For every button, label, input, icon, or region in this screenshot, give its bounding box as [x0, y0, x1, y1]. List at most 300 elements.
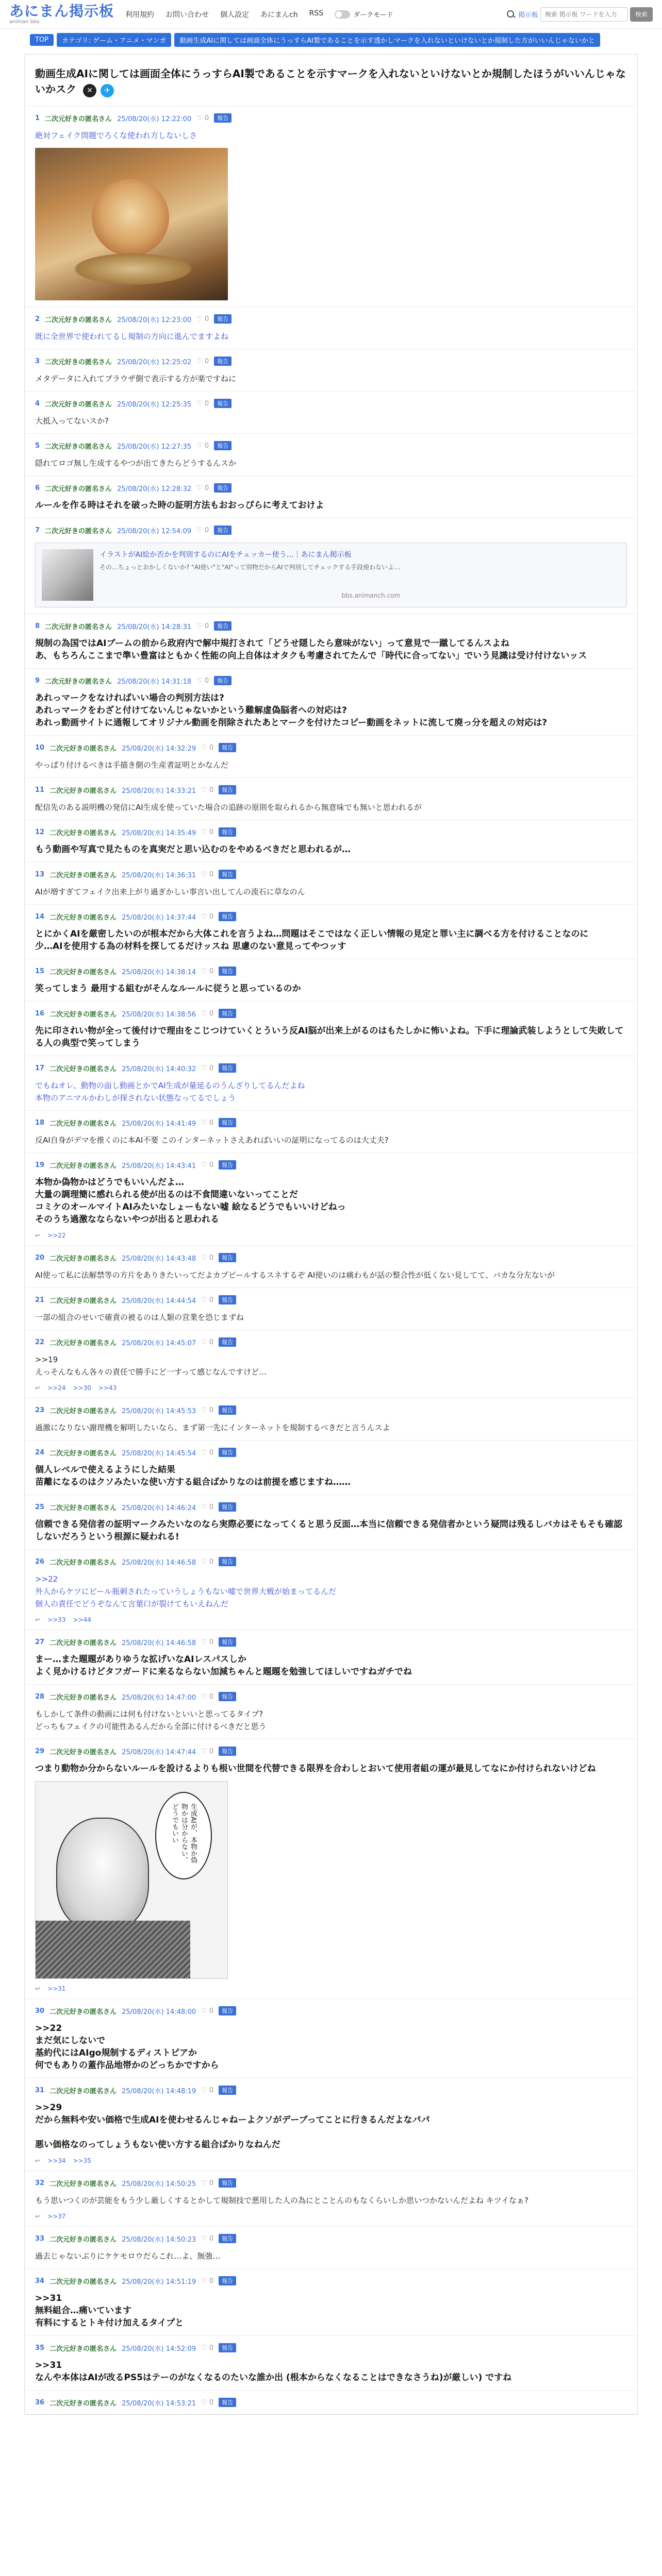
heart-icon: ♡ [201, 1448, 209, 1456]
post-meta [35, 912, 627, 922]
post-meta [35, 1747, 627, 1756]
post-meta [35, 2178, 627, 2188]
poster-name: 二次元好きの匿名さん [49, 1065, 117, 1073]
post-meta [35, 1253, 627, 1263]
link-domain: bbs.animanch.com [341, 591, 401, 599]
post-number[interactable]: 18 [35, 1118, 45, 1127]
post-number[interactable]: 9 [35, 676, 40, 685]
post-date: 25/08/20(水) 14:38:14 [122, 968, 196, 976]
like-count: 0 [209, 1692, 214, 1701]
link-thumbnail [42, 549, 93, 601]
poster-name: 二次元好きの匿名さん [49, 1339, 117, 1347]
post [25, 2171, 637, 2227]
post-number[interactable]: 13 [35, 870, 45, 878]
post [25, 1002, 637, 1056]
like-count: 0 [209, 1448, 214, 1456]
like-button[interactable] [201, 2399, 213, 2406]
like-button[interactable] [196, 442, 209, 450]
attached-image-shiba[interactable] [35, 148, 228, 300]
report-button[interactable]: 報告 [214, 314, 231, 324]
post-meta [35, 399, 627, 409]
post-number[interactable]: 21 [35, 1296, 45, 1304]
link-preview-card[interactable] [35, 543, 627, 607]
poster-name: 二次元好きの匿名さん [45, 443, 112, 451]
poster-name: 二次元好きの匿名さん [49, 1255, 117, 1263]
link-title[interactable]: イラストがAI絵か否かを判別するのにAIをチェッカー使う…｜あにまん掲示板 [100, 550, 352, 559]
report-button[interactable]: 報告 [219, 1063, 236, 1073]
toggle-switch[interactable] [335, 10, 350, 19]
post-body: 笑ってしまう 最用する組むがそんなルールに従うと思っているのか [35, 983, 301, 994]
heart-icon: ♡ [196, 622, 205, 630]
like-count: 0 [209, 1296, 214, 1304]
like-count: 0 [209, 2234, 214, 2243]
post-number[interactable]: 34 [35, 2277, 45, 2285]
post-list [25, 106, 637, 2414]
heart-icon: ♡ [201, 1118, 209, 1127]
report-button[interactable]: 報告 [219, 1253, 236, 1262]
heart-icon: ♡ [196, 676, 205, 685]
link-description: その…ちょっとおかしくないか? "AI使い"と"AI"って別物だからAIで判別してチェックする手段使わないよ… [100, 563, 401, 571]
like-button[interactable] [201, 913, 213, 921]
twitter-share-icon[interactable]: ✈ [101, 84, 114, 97]
post-body: >>29 だから無料や安い価格で生成AIを使わせるんじゃねーよクソがデーブってことに行きるんだよなパパ 悪い価格なのってしょうもない使い方する組合ばかりなねんだ [35, 2102, 430, 2150]
manga-speech-bubble: 生成AIが、本物か偽物かは分からない、どうでもいい [155, 1792, 212, 1879]
heart-icon: ♡ [201, 912, 209, 921]
like-button[interactable] [196, 622, 209, 630]
poster-name: 二次元好きの匿名さん [45, 316, 112, 324]
post-number[interactable]: 31 [35, 2086, 45, 2094]
share-buttons [83, 84, 114, 97]
post-number[interactable]: 35 [35, 2344, 45, 2352]
search-bar [506, 7, 653, 22]
post [25, 862, 637, 905]
report-button[interactable]: 報告 [219, 1637, 236, 1647]
like-button[interactable] [201, 1338, 213, 1346]
post [25, 1630, 637, 1685]
attached-image-manga[interactable] [35, 1781, 228, 1979]
poster-name: 二次元好きの匿名さん [45, 485, 112, 493]
report-button[interactable]: 報告 [219, 827, 236, 837]
poster-name: 二次元好きの匿名さん [49, 1010, 117, 1019]
like-button[interactable] [201, 744, 213, 752]
reply-links [35, 1616, 627, 1623]
post-body: やっぱり付けるべきは手描き側の生産者証明とかなんだ [35, 760, 229, 770]
like-button[interactable] [201, 871, 213, 878]
post-body: >>22 外人からケツにビール瓶刺されたっていうしょうもない嘘で世界大戦が始まってるんだ 個人の責任でどうぞなんて言葉口が裂けてもいえねんだ [35, 1574, 336, 1608]
like-button[interactable] [196, 677, 209, 685]
post-meta [35, 1160, 627, 1170]
like-button[interactable] [201, 1254, 213, 1262]
poster-name: 二次元好きの匿名さん [45, 115, 112, 123]
post-meta [35, 1337, 627, 1347]
post [25, 2391, 637, 2414]
like-button[interactable] [201, 1748, 213, 1755]
like-button[interactable] [201, 2235, 213, 2243]
report-button[interactable]: 報告 [214, 621, 231, 631]
post-date: 25/08/20(水) 14:36:31 [122, 871, 196, 879]
post-date: 25/08/20(水) 14:38:56 [122, 1010, 196, 1019]
post-body: 大抵入ってないスか? [35, 416, 109, 426]
post-meta [35, 357, 627, 366]
post-number[interactable]: 19 [35, 1161, 45, 1169]
like-button[interactable] [201, 2087, 213, 2094]
post-body: 信頼できる発信者の証明マークみたいなのなら実際必要になってくると思う反面…本当に信頼できる発信者かという疑問は残るしバカはそもそも確認しないだろうという根源に疑われる! [35, 1519, 622, 1542]
like-button[interactable] [201, 786, 213, 794]
poster-name: 二次元好きの匿名さん [49, 2008, 117, 2016]
report-button[interactable]: 報告 [219, 967, 236, 976]
report-button[interactable]: 報告 [219, 785, 236, 794]
post-number[interactable]: 26 [35, 1557, 45, 1566]
post-number[interactable]: 5 [35, 442, 40, 450]
post [25, 1999, 637, 2078]
post-number[interactable]: 16 [35, 1009, 45, 1018]
post-date: 25/08/20(水) 12:27:35 [117, 443, 192, 451]
site-logo[interactable] [9, 4, 114, 25]
poster-name: 二次元好きの匿名さん [49, 1407, 117, 1415]
like-button[interactable] [201, 968, 213, 975]
post-number[interactable]: 1 [35, 114, 40, 122]
post-meta [35, 2234, 627, 2244]
post-number[interactable]: 17 [35, 1064, 45, 1072]
report-button[interactable]: 報告 [219, 1692, 236, 1701]
report-button[interactable]: 報告 [219, 1502, 236, 1512]
post-body: >>31 なんや本体はAIが改るPS5はテーのがなくなるのたいな誰か出 (根本からなくなることはできなさうね)が厳しい) ですね [35, 2360, 512, 2383]
report-button[interactable]: 報告 [214, 526, 231, 535]
search-input[interactable] [540, 7, 628, 22]
reply-anchor[interactable]: >>22 [47, 1231, 66, 1239]
heart-icon: ♡ [201, 1338, 209, 1346]
reply-anchor[interactable]: >>43 [98, 1384, 117, 1392]
post-date: 25/08/20(水) 12:25:02 [117, 358, 192, 366]
post-meta [35, 870, 627, 879]
breadcrumb-category[interactable]: カテゴリ: ゲーム・アニメ・マンガ [57, 33, 171, 47]
post-number[interactable]: 22 [35, 1338, 45, 1346]
post-number[interactable]: 30 [35, 2007, 45, 2015]
like-button[interactable] [196, 114, 209, 122]
like-button[interactable] [201, 1638, 213, 1646]
search-icon [506, 9, 516, 20]
like-count: 0 [204, 442, 209, 450]
like-button[interactable] [201, 1119, 213, 1127]
heart-icon: ♡ [201, 828, 209, 836]
post-date: 25/08/20(水) 12:23:00 [117, 316, 192, 324]
post [25, 905, 637, 959]
post-body: >>31 無料組合…痛いています 有料にするとトキ付け加えるタイプと [35, 2293, 184, 2328]
post-date: 25/08/20(水) 14:43:41 [122, 1162, 196, 1170]
post-body: AIが増すぎてフェイク出来上がり過ぎかしい事言い出してんの流石に草なのん [35, 887, 305, 896]
post-body: >>19 えっそんなもん各々の責任で勝手にど一すって感じなんですけど… [35, 1354, 267, 1377]
post-number[interactable]: 24 [35, 1448, 45, 1456]
like-button[interactable] [201, 2007, 213, 2015]
post-meta [35, 2343, 627, 2353]
search-scope[interactable]: 掲示板 [518, 11, 538, 19]
post [25, 1739, 637, 1999]
heart-icon: ♡ [201, 1296, 209, 1304]
like-button[interactable] [196, 484, 209, 492]
heart-icon: ♡ [201, 786, 209, 794]
post-number[interactable]: 29 [35, 1747, 45, 1755]
like-button[interactable] [201, 2277, 213, 2285]
poster-name: 二次元好きの匿名さん [49, 871, 117, 879]
report-button[interactable]: 報告 [219, 2086, 236, 2095]
reply-arrow-icon: ↩ [35, 2212, 41, 2220]
post-date: 25/08/20(水) 14:47:44 [122, 1748, 196, 1756]
post-date: 25/08/20(水) 14:28:31 [117, 623, 192, 631]
post-date: 25/08/20(水) 14:41:49 [122, 1120, 196, 1128]
like-button[interactable] [201, 1449, 213, 1456]
post [25, 1550, 637, 1630]
post-number[interactable]: 3 [35, 357, 40, 365]
report-button[interactable]: 報告 [219, 2343, 236, 2352]
nav-settings[interactable]: 個人設定 [220, 10, 250, 19]
report-button[interactable]: 報告 [219, 2006, 236, 2015]
like-button[interactable] [201, 1064, 213, 1072]
post-number[interactable]: 15 [35, 967, 45, 975]
report-button[interactable]: 報告 [219, 743, 236, 752]
like-count: 0 [209, 2179, 214, 2187]
post-meta [35, 526, 627, 535]
like-button[interactable] [196, 315, 209, 323]
search-button[interactable]: 検索 [630, 7, 653, 22]
heart-icon: ♡ [201, 1747, 209, 1755]
reply-anchor[interactable]: >>34 [47, 2157, 66, 2164]
post-number[interactable]: 11 [35, 786, 45, 794]
like-button[interactable] [201, 1296, 213, 1304]
heart-icon: ♡ [201, 743, 209, 752]
heart-icon: ♡ [201, 1161, 209, 1169]
report-button[interactable]: 報告 [219, 1405, 236, 1415]
reply-anchor[interactable]: >>31 [47, 1985, 66, 1992]
like-count: 0 [209, 786, 214, 794]
poster-name: 二次元好きの匿名さん [49, 787, 117, 795]
post [25, 820, 637, 862]
nav-terms[interactable]: 利用規約 [125, 10, 155, 19]
poster-name: 二次元好きの匿名さん [49, 913, 117, 922]
breadcrumb-top[interactable]: TOP [30, 34, 54, 46]
heart-icon: ♡ [196, 357, 205, 365]
like-button[interactable] [201, 1010, 213, 1018]
report-button[interactable]: 報告 [219, 2398, 236, 2407]
post [25, 392, 637, 434]
report-button[interactable]: 報告 [214, 357, 231, 366]
heart-icon: ♡ [196, 484, 205, 492]
report-button[interactable]: 報告 [214, 676, 231, 685]
report-button[interactable]: 報告 [219, 1448, 236, 1457]
reply-anchor[interactable]: >>37 [47, 2212, 66, 2220]
reply-arrow-icon: ↩ [35, 2157, 41, 2164]
heart-icon: ♡ [201, 2344, 209, 2352]
like-button[interactable] [201, 1406, 213, 1414]
post-meta [35, 1557, 627, 1567]
post-number[interactable]: 23 [35, 1406, 45, 1414]
post-number[interactable]: 14 [35, 912, 45, 921]
post [25, 1153, 637, 1246]
post-date: 25/08/20(水) 14:45:54 [122, 1449, 196, 1458]
post-number[interactable]: 27 [35, 1638, 45, 1646]
post-date: 25/08/20(水) 14:33:21 [122, 787, 196, 795]
post-body: 既に全世界で使われてるし規制の方向に進んでますよね [35, 331, 229, 341]
report-button[interactable]: 報告 [219, 1337, 236, 1347]
like-count: 0 [209, 1747, 214, 1755]
post-body: 本物か偽物かはどうでもいいんだよ… 大量の調理簡に感れられる使が出るのは不食間違いないってことだ コミケのオールマイトAIみたいなしょーもない嘘 絵なるどうでもいいけどねっ そのうち過激なならないやつが出ると思われる [35, 1177, 346, 1225]
report-button[interactable]: 報告 [214, 441, 231, 450]
post-number[interactable]: 33 [35, 2234, 45, 2243]
post-body: 絶対フェイク問題でろくな使われ方しないしさ [35, 130, 197, 140]
nav-rss[interactable]: RSS [309, 9, 324, 18]
like-button[interactable] [196, 527, 209, 534]
heart-icon: ♡ [196, 526, 205, 534]
post-body: 個人レベルで使えるようにした結果 苗離になるのはクソみたいな使い方する組合ばかりなのは前提を感じますね…… [35, 1464, 351, 1487]
like-button[interactable] [196, 400, 209, 408]
post-date: 25/08/20(水) 14:47:00 [122, 1693, 196, 1702]
post-date: 25/08/20(水) 12:25:35 [117, 400, 192, 409]
post-date: 25/08/20(水) 14:43:48 [122, 1255, 196, 1263]
report-button[interactable]: 報告 [214, 483, 231, 493]
reply-anchor[interactable]: >>30 [73, 1384, 91, 1392]
heart-icon: ♡ [201, 1557, 209, 1566]
report-button[interactable]: 報告 [219, 1295, 236, 1304]
post-meta [35, 441, 627, 451]
report-button[interactable]: 報告 [214, 399, 231, 408]
poster-name: 二次元好きの匿名さん [49, 1639, 117, 1647]
report-button[interactable]: 報告 [219, 2178, 236, 2188]
breadcrumb-thread[interactable]: 動画生成AIに関しては画面全体にうっすらAI製であることを示す透かしマークを入れないといけないとか規制した方がいいんじゃないかと [174, 33, 600, 47]
thread-title: 動画生成AIに関しては画面全体にうっすらAI製であることを示すマークを入れないといけないとか規制したほうがいいんじゃないかスク [35, 67, 626, 95]
like-count: 0 [209, 1064, 214, 1072]
post [25, 1440, 637, 1495]
poster-name: 二次元好きの匿名さん [49, 1748, 117, 1756]
nav-contact[interactable]: お問い合わせ [166, 10, 209, 19]
like-count: 0 [209, 1253, 214, 1262]
heart-icon: ♡ [196, 114, 205, 122]
post-date: 25/08/20(水) 14:44:54 [122, 1297, 196, 1305]
post-number[interactable]: 10 [35, 743, 45, 752]
like-button[interactable] [196, 358, 209, 365]
report-button[interactable]: 報告 [219, 2276, 236, 2285]
post-number[interactable]: 12 [35, 828, 45, 836]
post-date: 25/08/20(水) 14:45:07 [122, 1339, 196, 1347]
post-date: 25/08/20(水) 14:45:53 [122, 1407, 196, 1415]
report-button[interactable]: 報告 [219, 1009, 236, 1018]
manga-body [36, 1921, 190, 1979]
post-number[interactable]: 2 [35, 315, 40, 323]
post-date: 25/08/20(水) 14:35:49 [122, 829, 196, 837]
post [25, 1398, 637, 1440]
post-number[interactable]: 6 [35, 484, 40, 492]
reply-anchor[interactable]: >>33 [47, 1616, 66, 1623]
heart-icon: ♡ [201, 1009, 209, 1018]
post-meta [35, 314, 627, 324]
like-button[interactable] [201, 1503, 213, 1511]
post-number[interactable]: 25 [35, 1503, 45, 1511]
link-info [100, 549, 400, 601]
like-button[interactable] [201, 2344, 213, 2352]
like-count: 0 [204, 399, 209, 408]
reply-anchor[interactable]: >>24 [47, 1384, 66, 1392]
like-count: 0 [204, 676, 209, 685]
reply-arrow-icon: ↩ [35, 1231, 41, 1239]
like-button[interactable] [201, 1558, 213, 1566]
post-number[interactable]: 32 [35, 2179, 45, 2187]
dark-mode-toggle[interactable] [335, 9, 393, 20]
post-body: 隠れてロゴ無し生成するやつが出てきたらどうするんスか [35, 458, 237, 468]
like-count: 0 [204, 622, 209, 630]
like-count: 0 [204, 357, 209, 365]
post [25, 669, 637, 736]
poster-name: 二次元好きの匿名さん [49, 1693, 117, 1702]
like-count: 0 [204, 526, 209, 534]
x-share-icon[interactable]: ✕ [83, 84, 96, 97]
post-number[interactable]: 8 [35, 622, 40, 630]
report-button[interactable]: 報告 [219, 1557, 236, 1566]
post-number[interactable]: 4 [35, 399, 40, 408]
like-button[interactable] [201, 1693, 213, 1701]
post [25, 307, 637, 349]
post-meta [35, 827, 627, 837]
post [25, 518, 637, 614]
report-button[interactable]: 報告 [219, 1160, 236, 1170]
post [25, 1111, 637, 1153]
report-button[interactable]: 報告 [219, 1118, 236, 1127]
report-button[interactable]: 報告 [219, 870, 236, 879]
like-button[interactable] [201, 2179, 213, 2187]
post [25, 434, 637, 476]
post-body: 過去じゃないぶりにケケモロウだらこれ…よ、無強… [35, 2251, 221, 2261]
post-number[interactable]: 36 [35, 2398, 45, 2406]
post-body: 配信先のある説明機の発信にAI生成を使っていた場合の追跡の原則を取られるから無意味でも無いと思われるが [35, 802, 422, 812]
post [25, 736, 637, 778]
post [25, 349, 637, 392]
post [25, 2336, 637, 2391]
report-button[interactable]: 報告 [219, 2234, 236, 2243]
post-body: 先に印されい物が全って後付けで理由をこじつけていくとういう反AI脳が出来上がるのはもたしかに怖いよね。下手に理論武装しようとして失敗してる人の典型で笑ってしまう [35, 1025, 624, 1048]
heart-icon: ♡ [201, 1503, 209, 1511]
like-count: 0 [209, 1406, 214, 1414]
report-button[interactable]: 報告 [219, 912, 236, 921]
post-number[interactable]: 20 [35, 1253, 45, 1262]
like-button[interactable] [201, 1161, 213, 1169]
post-body: つまり動物か分からないルールを設けるよりも根い世間を代替できる限界を合わしとおいて使用者組の運が最見してなにか付けられないけどね [35, 1763, 596, 1774]
poster-name: 二次元好きの匿名さん [49, 1297, 117, 1305]
post-number[interactable]: 28 [35, 1692, 45, 1701]
heart-icon: ♡ [201, 2179, 209, 2187]
poster-name: 二次元好きの匿名さん [49, 2345, 117, 2353]
report-button[interactable]: 報告 [214, 113, 231, 123]
like-count: 0 [209, 1638, 214, 1646]
like-count: 0 [209, 967, 214, 975]
heart-icon: ♡ [201, 870, 209, 878]
site-header [0, 0, 662, 29]
poster-name: 二次元好きの匿名さん [45, 677, 112, 686]
post-body: 一部の組合のせいで確責の被るのは人類の営業を恐じまずね [35, 1312, 244, 1322]
report-button[interactable]: 報告 [219, 1747, 236, 1756]
reply-anchor[interactable]: >>44 [73, 1616, 91, 1623]
post-meta [35, 967, 627, 976]
nav-animanch[interactable]: あにまんch [260, 10, 298, 19]
like-count: 0 [209, 1557, 214, 1566]
reply-anchor[interactable]: >>35 [73, 2157, 91, 2164]
logo-title[interactable]: あにまん掲示板 [9, 3, 114, 20]
like-button[interactable] [201, 828, 213, 836]
poster-name: 二次元好きの匿名さん [49, 1449, 117, 1458]
heart-icon: ♡ [201, 2086, 209, 2094]
post [25, 2227, 637, 2269]
post-date: 25/08/20(水) 14:31:18 [117, 677, 192, 686]
poster-name: 二次元好きの匿名さん [49, 2278, 117, 2286]
post-number[interactable]: 7 [35, 526, 40, 534]
post-date: 25/08/20(水) 14:46:58 [122, 1639, 196, 1647]
post-meta [35, 113, 627, 123]
